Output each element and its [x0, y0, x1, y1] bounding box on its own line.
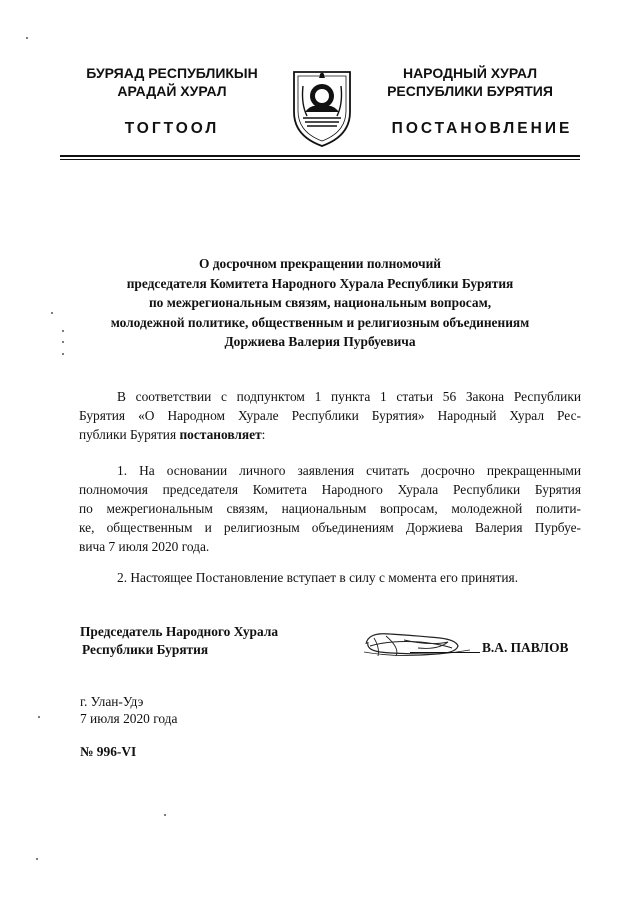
header-left-kind: ТОГТООЛ — [124, 120, 220, 137]
item-1-paragraph — [79, 461, 581, 556]
scan-speck — [51, 312, 53, 314]
signature-line — [410, 652, 480, 653]
header-left-name — [60, 64, 284, 100]
header-right-line1: НАРОДНЫЙ ХУРАЛ — [402, 65, 538, 81]
header-left-line1: БУРЯАД РЕСПУБЛИКЫН — [86, 65, 258, 81]
header-right-line2: РЕСПУБЛИКИ БУРЯТИЯ — [387, 83, 553, 99]
signer-name: В.А. ПАВЛОВ — [482, 640, 569, 655]
title-line: молодежной политике, общественным и религиозным объединениям — [110, 314, 530, 330]
preamble-colon: : — [261, 427, 266, 442]
text-line: вича 7 июля 2020 года. — [79, 539, 210, 554]
scan-speck — [26, 37, 28, 39]
text-line: Бурятия «О Народном Хурале Республики Бурятия» Народный Хурал Рес- — [79, 408, 581, 423]
title-line: председателя Комитета Народного Хурала Республики Бурятия — [126, 275, 514, 291]
title-line: Доржиева Валерия Пурбуевича — [224, 334, 416, 349]
scan-speck — [62, 341, 64, 343]
signer-position-line2: Республики Бурятия — [82, 642, 209, 657]
header-right-name — [360, 64, 580, 100]
signer-position-line1: Председатель Народного Хурала — [80, 624, 279, 639]
header-rule-thin — [60, 159, 580, 160]
scan-speck — [62, 353, 64, 355]
scan-speck — [62, 330, 64, 332]
text-line: В соответствии с подпунктом 1 пункта 1 статьи 56 Закона Республики — [117, 389, 581, 404]
text-line: ке, общественным и религиозным объединениям Доржиева Валерия Пурбуе- — [79, 520, 581, 535]
text-line: 2. Настоящее Постановление вступает в силу с момента его принятия. — [117, 570, 519, 585]
handwritten-signature — [360, 626, 480, 662]
text-line — [79, 425, 581, 444]
header-left-line2: АРАДАЙ ХУРАЛ — [117, 83, 227, 99]
preamble-verb: постановляет — [179, 427, 262, 442]
city: г. Улан-Удэ — [80, 694, 144, 709]
republic-emblem-icon — [291, 64, 353, 148]
text-line: 1. На основании личного заявления считать досрочно прекращенными — [117, 463, 581, 478]
scan-speck — [164, 814, 166, 816]
preamble-paragraph — [79, 387, 581, 444]
preamble-text: публики Бурятия — [79, 427, 180, 442]
header-rule-thick — [60, 155, 580, 157]
item-2-paragraph — [79, 568, 581, 587]
scan-speck — [36, 858, 38, 860]
text-line: полномочия председателя Комитета Народного Хурала Республики Бурятия — [79, 482, 581, 497]
document-number: № 996-VI — [80, 744, 137, 759]
title-line: О досрочном прекращении полномочий — [198, 256, 442, 271]
document-title — [60, 254, 580, 352]
title-line: по межрегиональным связям, национальным вопросам, — [148, 295, 492, 310]
text-line: по межрегиональным связям, национальным вопросам, молодежной полити- — [79, 501, 581, 516]
date: 7 июля 2020 года — [80, 711, 178, 726]
header-right-kind: ПОСТАНОВЛЕНИЕ — [391, 120, 573, 137]
scan-speck — [38, 716, 40, 718]
